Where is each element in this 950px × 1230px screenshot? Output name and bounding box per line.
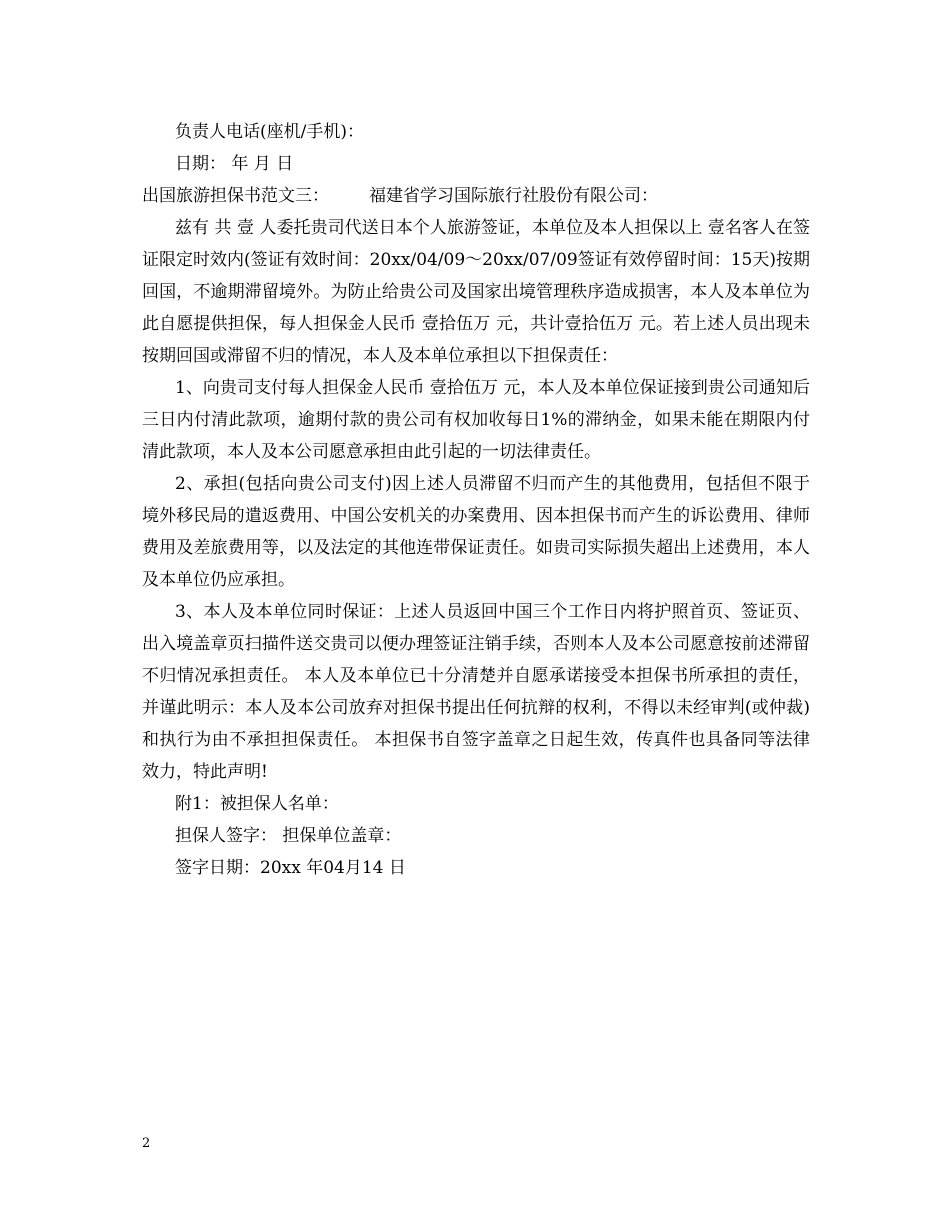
paragraph-guarantee-intro: 兹有 共 壹 人委托贵司代送日本个人旅游签证，本单位及本人担保以上 壹名客人在签证限定时效内(签证有效时间：20xx/04/09～20xx/07/09签证有效停留时间：15天)按期回国，不逾期滞留境外。为防止给贵公司及国家出境管理秩序造成损害，本人及本单位为此自愿提供担保，每人担保金人民币 壹拾伍万 元，共计壹拾伍万 元。若上述人员出现未按期回国或滞留不归的情况，本人及本单位承担以下担保责任： xyxy=(142,218,810,366)
paragraph-clause-2: 2、承担(包括向贵公司支付)因上述人员滞留不归而产生的其他费用，包括但不限于境外移民局的遣返费用、中国公安机关的办案费用、因本担保书而产生的诉讼费用、律师费用及差旅费用等，以及法定的其他连带保证责任。如贵司实际损失超出上述费用，本人及本单位仍应承担。 xyxy=(142,474,810,590)
document-heading xyxy=(142,180,810,212)
attachment-line: 附1：被担保人名单： xyxy=(175,794,339,814)
page-number: 2 xyxy=(142,1136,151,1151)
sign-date-line: 签字日期：20xx 年04月14 日 xyxy=(175,858,406,878)
heading-addressee: 福建省学习国际旅行社股份有限公司： xyxy=(369,186,658,206)
contact-phone-line: 负责人电话(座机/手机)： xyxy=(175,122,364,142)
date-line: 日期： 年 月 日 xyxy=(175,154,294,174)
paragraph-clause-1: 1、向贵司支付每人担保金人民币 壹拾伍万 元，本人及本单位保证接到贵公司通知后三日内付清此款项，逾期付款的贵公司有权加收每日1%的滞纳金，如果未能在期限内付清此款项，本人及本公司愿意承担由此引起的一切法律责任。 xyxy=(142,378,810,462)
heading-title: 出国旅游担保书范文三： xyxy=(142,186,329,206)
signature-line: 担保人签字： 担保单位盖章： xyxy=(175,826,402,846)
paragraph-clause-3: 3、本人及本单位同时保证：上述人员返回中国三个工作日内将护照首页、签证页、出入境盖章页扫描件送交贵司以便办理签证注销手续，否则本人及本公司愿意按前述滞留不归情况承担责任。 本人及本单位已十分清楚并自愿承诺接受本担保书所承担的责任，并谨此明示：本人及本公司放弃对担保书提出任何抗辩的权利，不得以未经审判(或仲裁)和执行为由不承担担保责任。 本担保书自签字盖章之日起生效，传真件也具备同等法律效力，特此声明! xyxy=(142,602,810,782)
document-body xyxy=(142,116,810,884)
